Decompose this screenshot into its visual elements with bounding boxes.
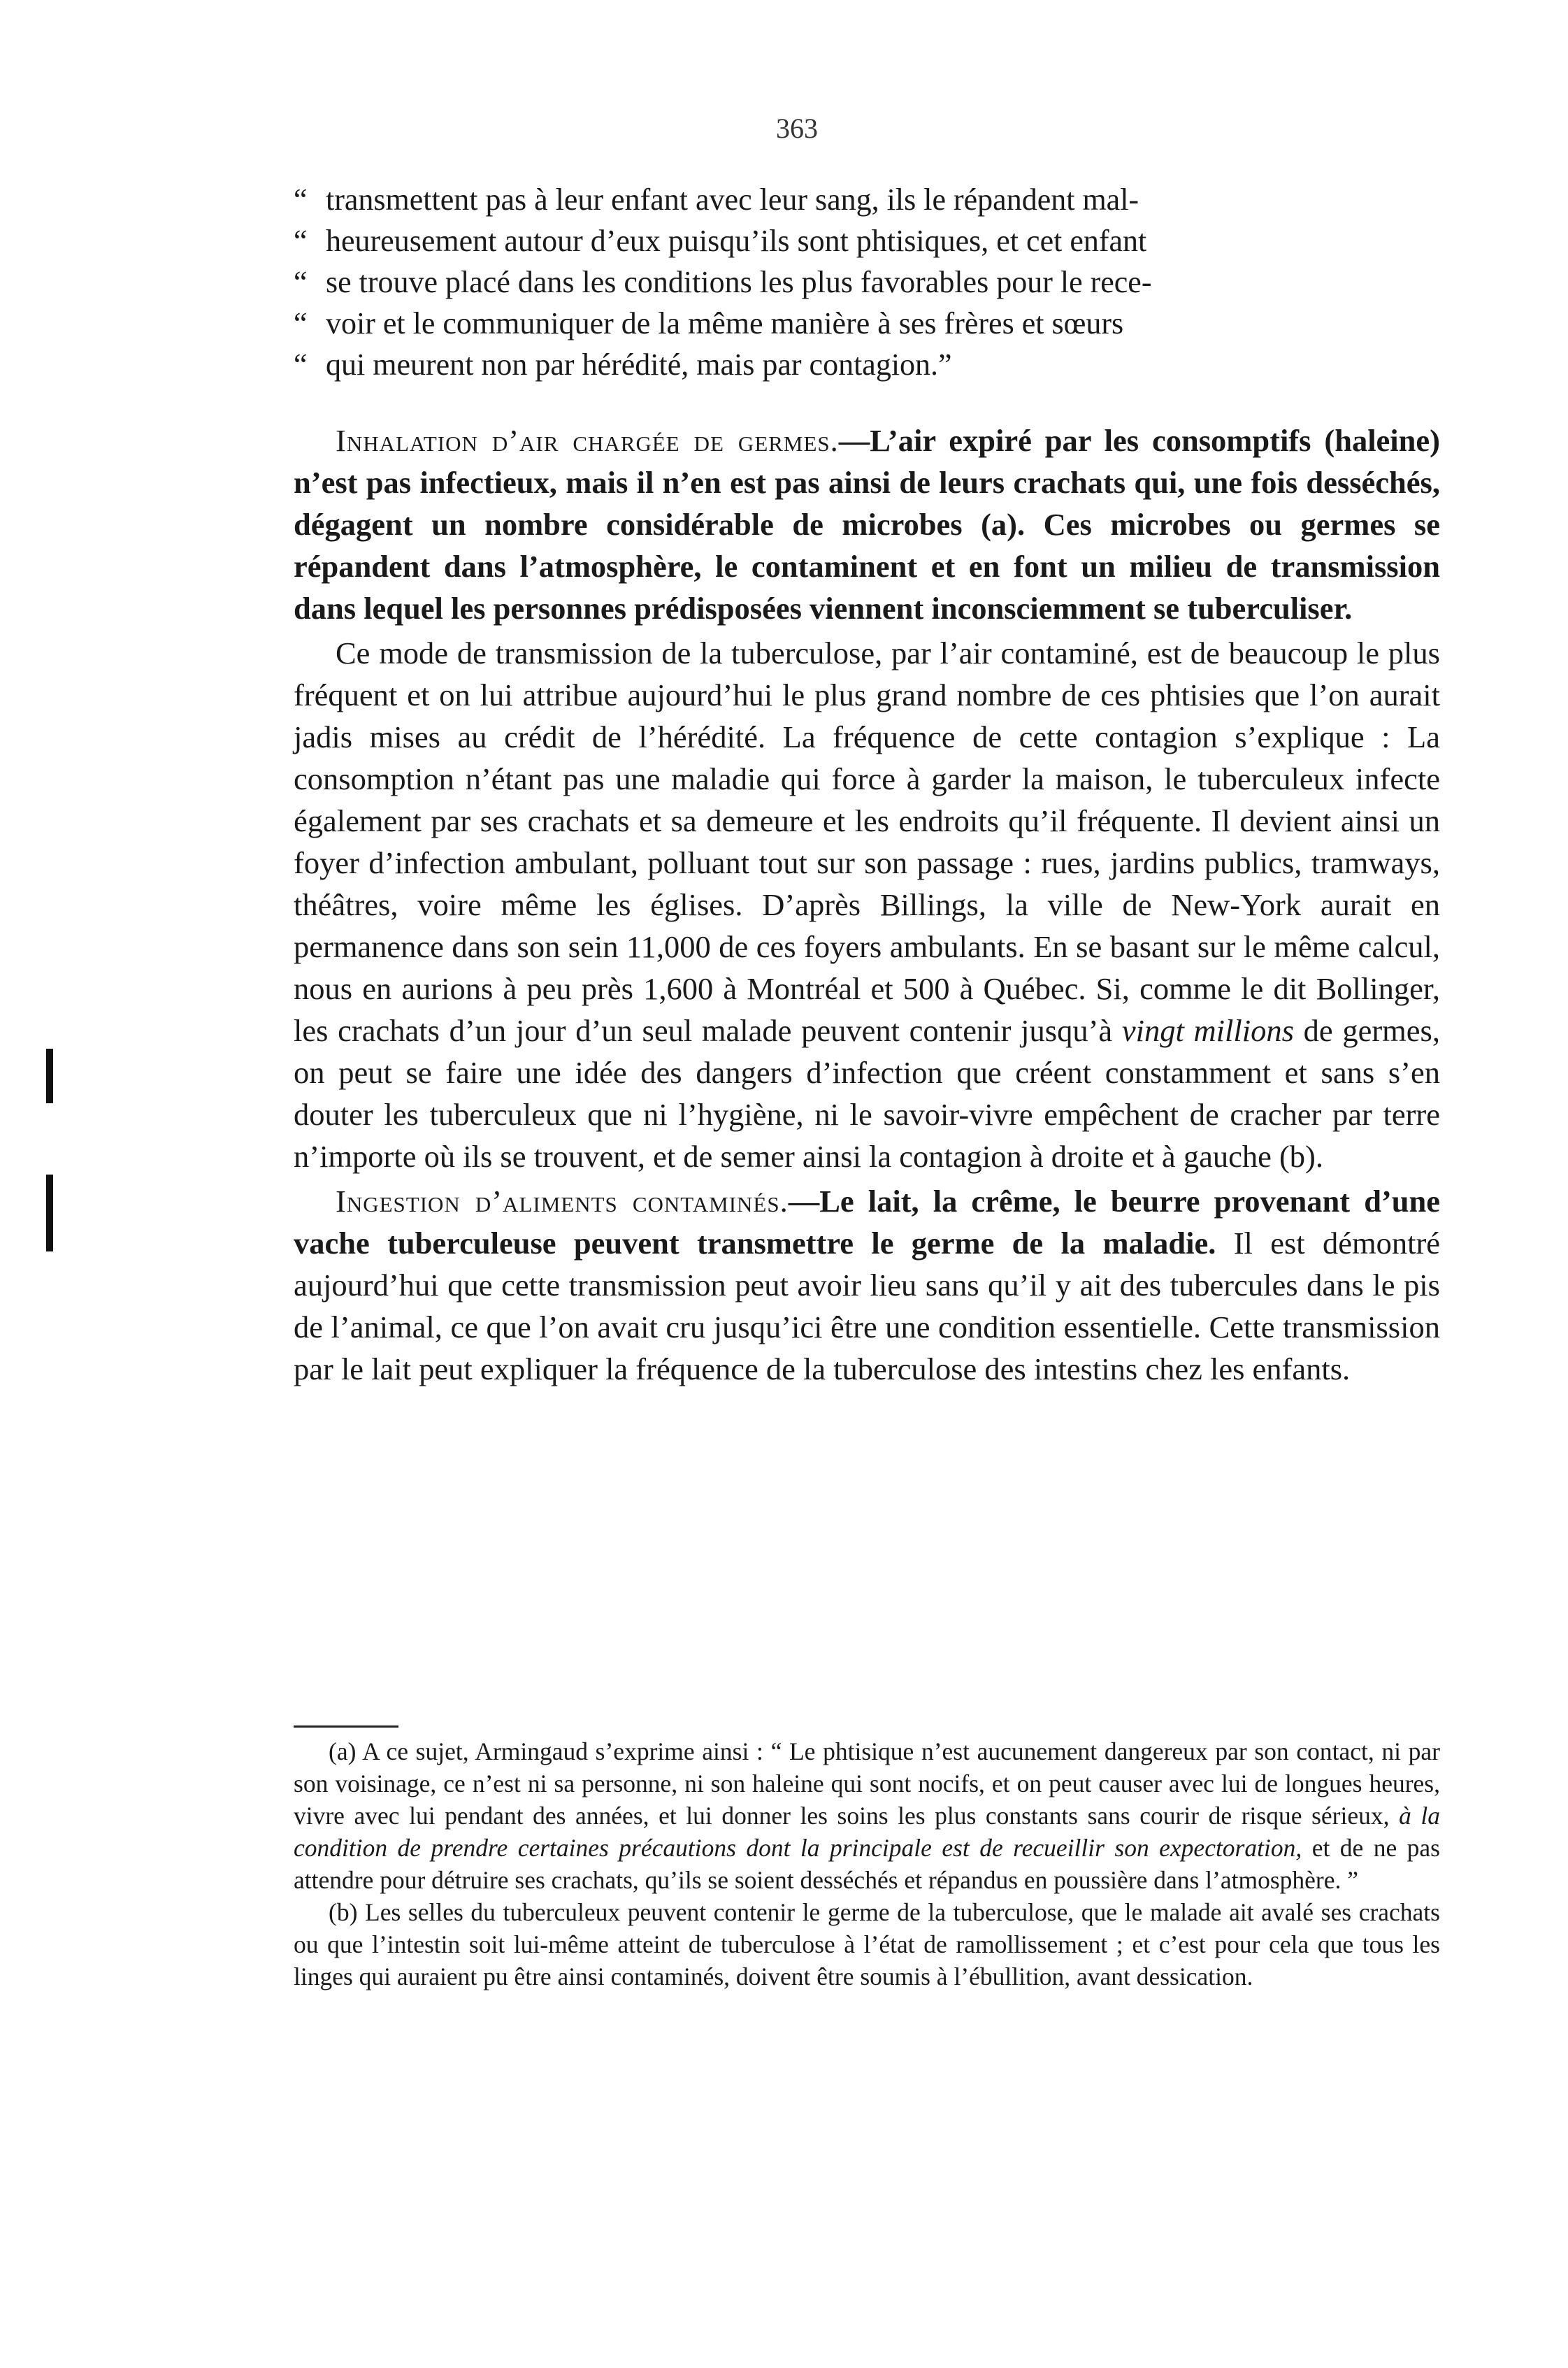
- quotation-block: [294, 179, 1440, 385]
- paragraph-inhalation: [294, 419, 1440, 629]
- footnote-b: (b) Les selles du tuberculeux peuvent contenir le germe de la tuberculose, que le malade ait avalé ses crachats ou que l’intestin soit lui-même atteint de tuberculose à l’état de ramollissement ; et c’est pour cela que tous les linges qui auraient pu être ainsi contaminés, doivent être soumis à l’ébullition, avant dessication.: [294, 1898, 1440, 1990]
- margin-mark: [46, 1049, 53, 1103]
- quote-line: “ qui meurent non par hérédité, mais par contagion.”: [294, 347, 952, 382]
- bold-lead-ingestion: —Le lait, la crême, le beurre provenant d’une vache tuberculeuse peuvent transmettre le germe de la maladie.: [294, 1184, 1441, 1261]
- paragraph-ingestion: Ingestion d’aliments contaminés.—Le lait, la crême, le beurre provenant d’une vache tuberculeuse peuvent transmettre le germe de la maladie. Il est démontré aujourd’hui que cette transmission peut avoir lieu sans qu’il y ait des tubercules dans le pis de l’animal, ce que l’on avait cru jusqu’ici être une condition essentielle. Cette transmission par le lait peut expliquer la fréquence de la tuberculose des intestins chez les enfants.: [294, 1184, 1441, 1386]
- section-heading-ingestion: Ingestion d’aliments contaminés.: [336, 1184, 789, 1219]
- paragraph-transmission: Ce mode de transmission de la tuberculose, par l’air contaminé, est de beaucoup le plus fréquent et on lui attribue aujourd’hui le plus grand nombre de ces phtisies que l’on aurait jadis mises au crédit de l’hérédité. La fréquence de cette contagion s’explique : La consomption n’étant pas une maladie qui force à garder la maison, le tuberculeux infecte également par ses crachats et sa demeure et les endroits qu’il fréquente. Il devient ainsi un foyer d’infection ambulant, polluant tout sur son passage : rues, jardins publics, tramways, théâtres, voire même les églises. D’après Billings, la ville de New-York aurait en permanence dans son sein 11,000 de ces foyers ambulants. En se basant sur le même calcul, nous en aurions à peu près 1,600 à Montréal et 500 à Québec. Si, comme le dit Bollinger, les crachats d’un jour d’un seul malade peuvent contenir jusqu’à vingt millions de germes, on peut se faire une idée des dangers d’infection que créent constamment et sans s’en douter les tuberculeux que ni l’hygiène, ni le savoir-vivre empêchent de cracher par terre n’importe où ils se trouvent, et de semer ainsi la contagion à droite et à gauche (b).: [294, 636, 1440, 1174]
- body-text: [294, 419, 1440, 1393]
- margin-mark: [46, 1175, 53, 1251]
- page-number: 363: [776, 113, 818, 144]
- quote-line: “ heureusement autour d’eux puisqu’ils sont phtisiques, et cet enfant: [294, 224, 1147, 258]
- section-heading-inhalation: Inhalation d’air chargée de germes.: [336, 423, 839, 458]
- footnote-italic: à la condition de prendre certaines précautions dont la principale est de recueillir son expectoration,: [294, 1802, 1441, 1862]
- footnote-a: (a) A ce sujet, Armingaud s’exprime ainsi : “ Le phtisique n’est aucunement dangereux par son contact, ni par son voisinage, ce n’est ni sa personne, ni son haleine qui sont nocifs, et on peut causer avec lui de longues heures, vivre avec lui pendant des années, et lui donner les soins les plus constants sans courir de risque sérieux, à la condition de prendre certaines précautions dont la principale est de recueillir son expectoration, et de ne pas attendre pour détruire ses crachats, qu’ils se soient desséchés et répandus en poussière dans l’atmosphère. ”: [294, 1737, 1441, 1894]
- footnote-separator: [294, 1725, 398, 1728]
- quote-line: “ voir et le communiquer de la même manière à ses frères et sœurs: [294, 306, 1124, 340]
- quote-line: “ transmettent pas à leur enfant avec leur sang, ils le répandent mal-: [294, 182, 1139, 217]
- bold-lead-inhalation: —L’air expiré par les consomptifs (haleine) n’est pas infectieux, mais il n’en est pas ainsi de leurs crachats qui, une fois desséchés, dégagent un nombre considérable de microbes (a). Ces microbes ou germes se répandent dans l’atmosphère, le contaminent et en font un milieu de transmission dans lequel les personnes prédisposées viennent inconsciemment se tuberculiser.: [294, 423, 1440, 626]
- italic-emphasis: vingt millions: [1121, 1013, 1294, 1048]
- quote-line: “ se trouve placé dans les conditions les plus favorables pour le rece-: [294, 265, 1152, 299]
- footnotes: [294, 1735, 1440, 1993]
